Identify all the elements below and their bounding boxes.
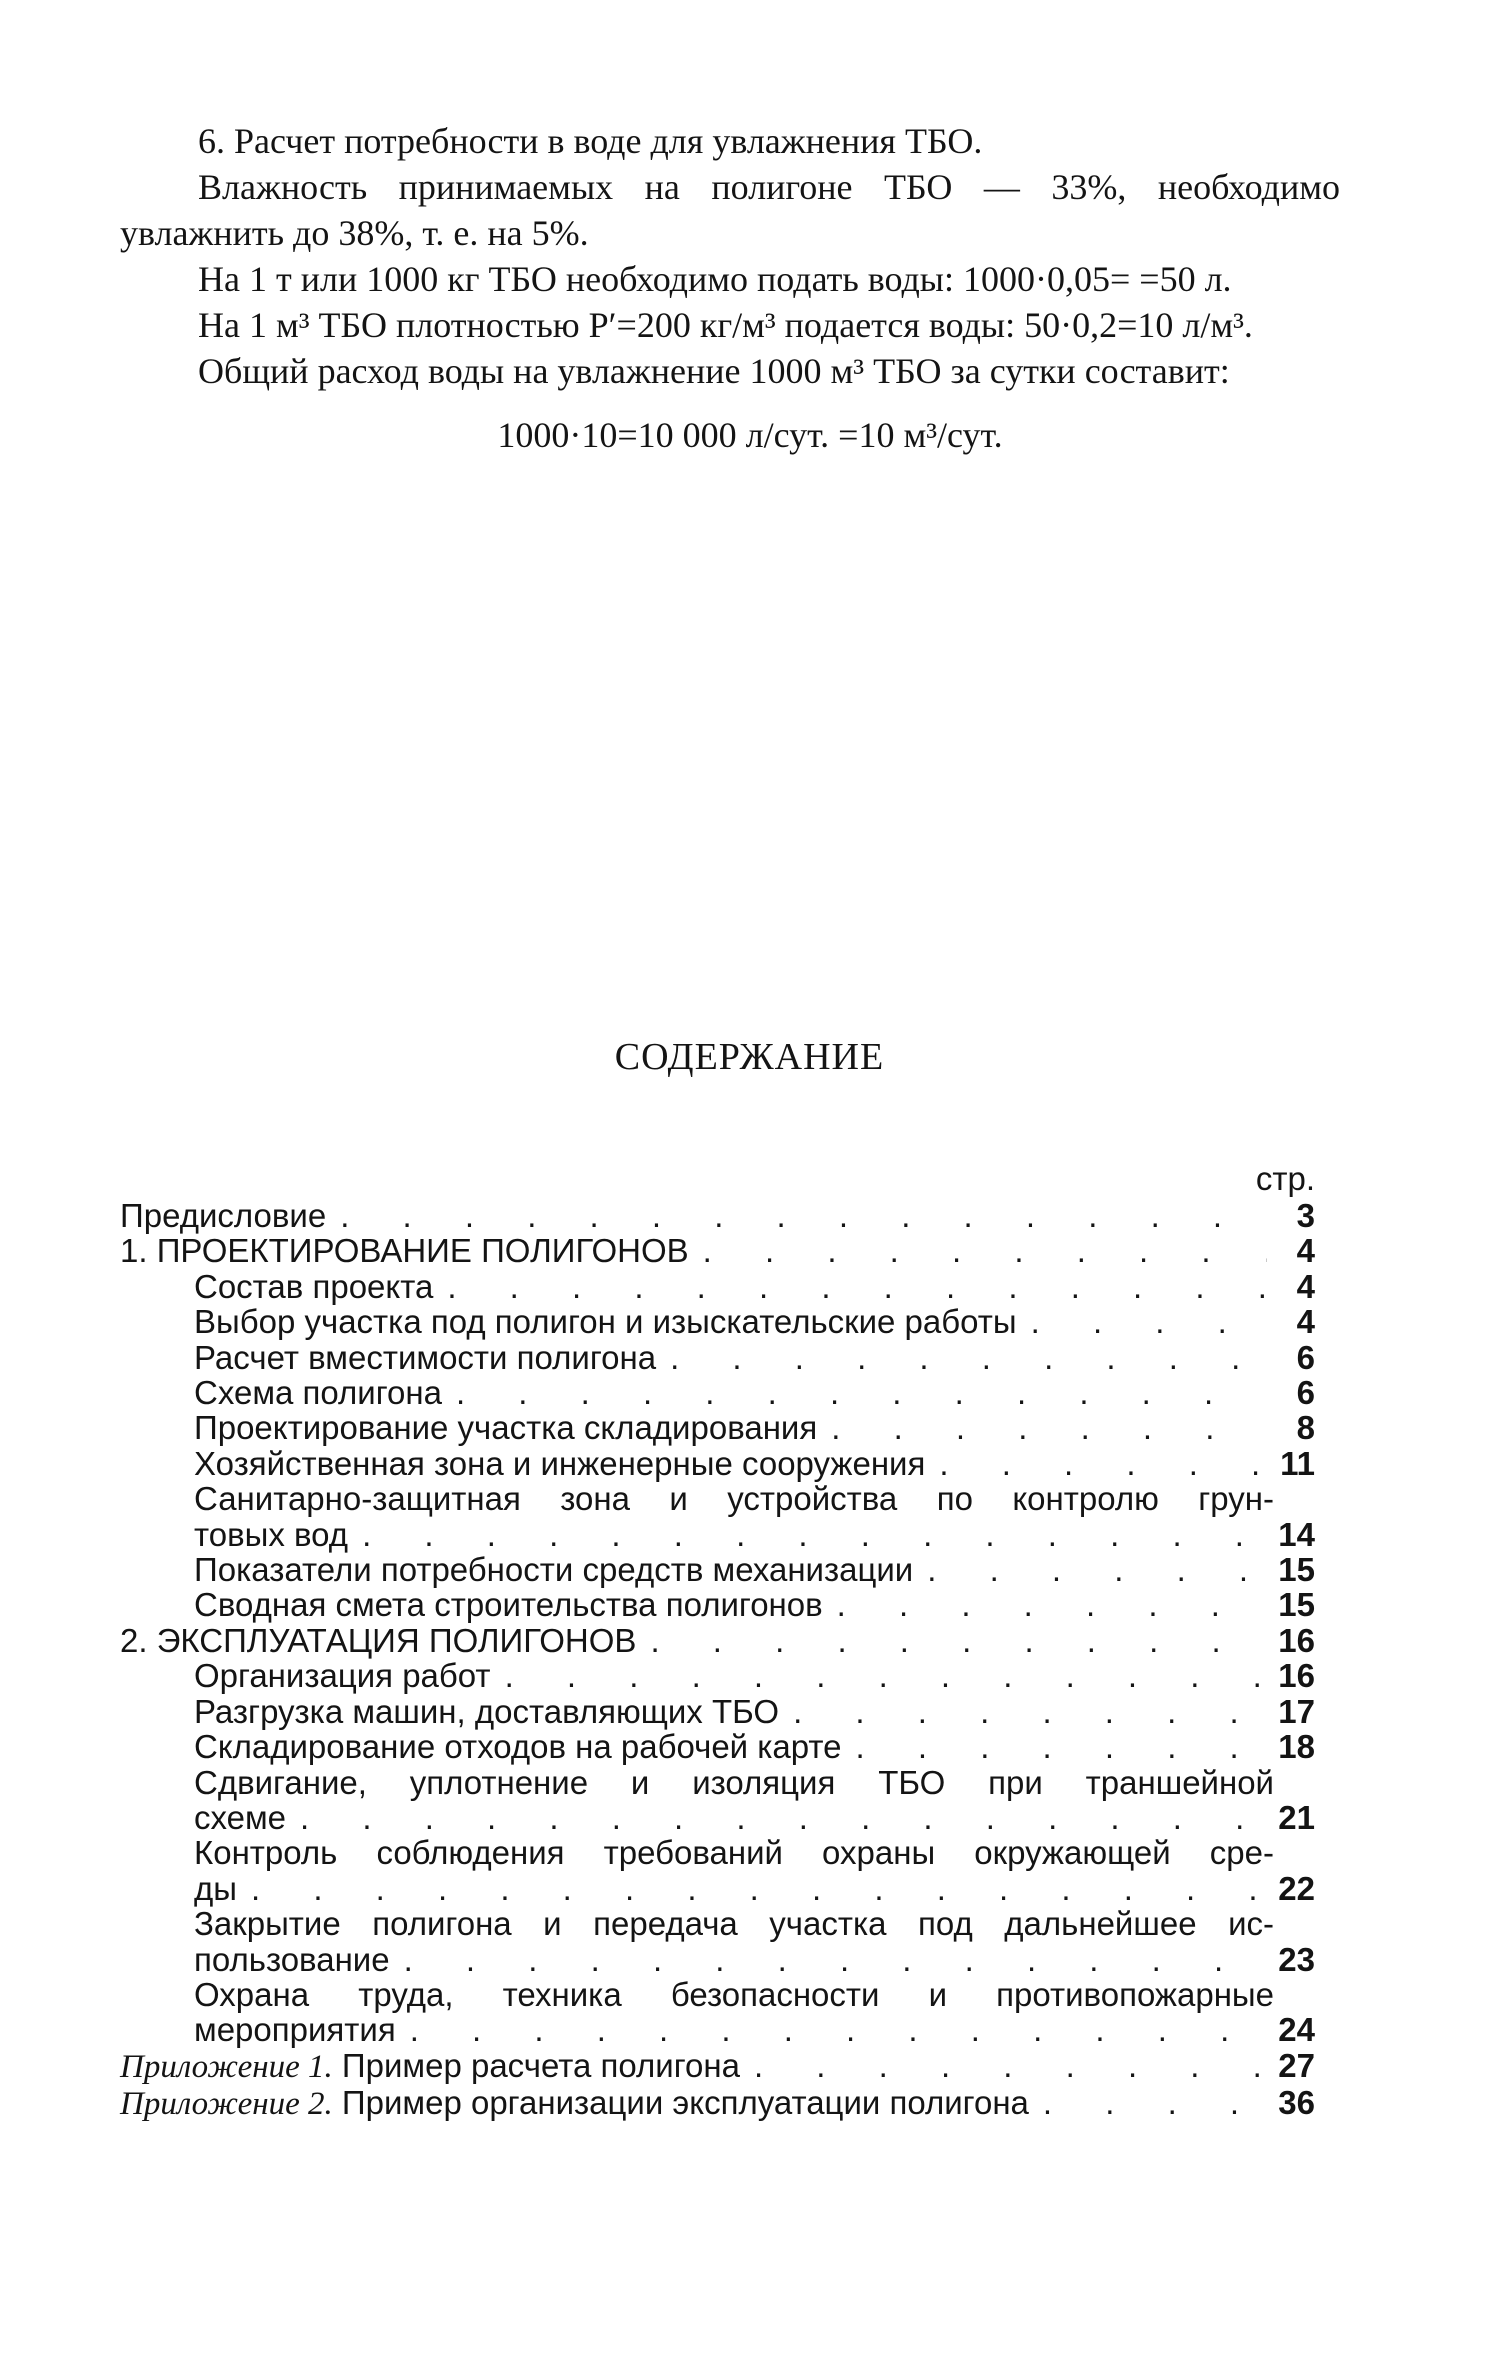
calculation-paragraph-total: Общий расход воды на увлажнение 1000 м³ ТБО за сутки составит: bbox=[198, 351, 1230, 391]
toc-entry[interactable] bbox=[120, 1304, 1315, 1339]
page-column-label: стр. bbox=[1255, 1160, 1315, 1197]
calculation-paragraph-per-cubic-meter: На 1 м³ ТБО плотностью P′=200 кг/м³ подается воды: 50·0,2=10 л/м³. bbox=[198, 305, 1253, 345]
toc-entry-page: 14 bbox=[1278, 1515, 1315, 1553]
toc-entry-multiline[interactable] bbox=[120, 1977, 1315, 2048]
toc-leader-dots bbox=[300, 1800, 1267, 1835]
toc-entry-text-line1: Закрытие полигона и передача участка под дальнейшее ис- bbox=[194, 1905, 1274, 1943]
toc-entry[interactable] bbox=[120, 1552, 1315, 1587]
toc-leader-dots bbox=[650, 1623, 1267, 1658]
toc-entry[interactable] bbox=[120, 1340, 1315, 1375]
toc-leader-dots bbox=[456, 1375, 1267, 1410]
toc-entry-text-line1: Охрана труда, техника безопасности и противопожарные bbox=[194, 1975, 1274, 2013]
toc-entry-text: Хозяйственная зона и инженерные сооружения bbox=[194, 1444, 926, 1482]
toc-leader-dots bbox=[362, 1517, 1267, 1552]
toc-entry-text: Схема полигона bbox=[194, 1374, 442, 1412]
calculation-formula: 1000·10=10 000 л/сут. =10 м³/сут. bbox=[497, 415, 1003, 455]
toc-entry-text-line2: схеме bbox=[194, 1798, 287, 1836]
toc-entry-page: 11 bbox=[1280, 1444, 1315, 1482]
toc-entry-page: 4 bbox=[1296, 1267, 1315, 1305]
calculation-heading: 6. Расчет потребности в воде для увлажнения ТБО. bbox=[198, 121, 983, 161]
toc-appendix-label: Приложение 2. bbox=[120, 2086, 333, 2123]
toc-entry-page: 18 bbox=[1278, 1728, 1315, 1766]
toc-entry-text: Проектирование участка складирования bbox=[194, 1409, 818, 1447]
toc-leader-dots bbox=[447, 1269, 1267, 1304]
toc-entry-text: Организация работ bbox=[194, 1657, 491, 1695]
toc-leader-dots bbox=[1043, 2085, 1267, 2120]
toc-entry-page: 17 bbox=[1278, 1692, 1315, 1730]
toc-entry-text-line2: ды bbox=[194, 1869, 237, 1907]
toc-entry-page: 16 bbox=[1278, 1621, 1315, 1659]
toc-entry-text-line1: Контроль соблюдения требований охраны окружающей сре- bbox=[194, 1834, 1274, 1872]
toc-entry-page: 3 bbox=[1296, 1197, 1315, 1234]
toc-entry-page: 6 bbox=[1296, 1338, 1315, 1376]
toc-entry-text-line2: мероприятия bbox=[194, 2011, 396, 2049]
toc-leader-dots bbox=[939, 1446, 1267, 1481]
toc-entry-text: Сводная смета строительства полигонов bbox=[194, 1586, 823, 1624]
toc-entry-text: 2. ЭКСПЛУАТАЦИЯ ПОЛИГОНОВ bbox=[120, 1621, 637, 1659]
toc-entry-text: Разгрузка машин, доставляющих ТБО bbox=[194, 1692, 780, 1730]
toc-entry-section-design[interactable] bbox=[120, 1233, 1315, 1268]
toc-entry-page: 24 bbox=[1278, 2011, 1315, 2049]
toc-entry-text: Показатели потребности средств механизации bbox=[194, 1551, 914, 1589]
toc-entry-page: 22 bbox=[1278, 1869, 1315, 1907]
toc-leader-dots bbox=[340, 1198, 1267, 1233]
toc-entry[interactable] bbox=[120, 1375, 1315, 1410]
toc-entry-text: Предисловие bbox=[120, 1197, 327, 1234]
toc-entry[interactable] bbox=[120, 1410, 1315, 1445]
toc-entry-text: Выбор участка под полигон и изыскательские работы bbox=[194, 1303, 1017, 1341]
toc-entry-text-line1: Сдвигание, уплотнение и изоляция ТБО при траншейной bbox=[194, 1763, 1274, 1801]
toc-entry-page: 27 bbox=[1278, 2046, 1315, 2084]
toc-entry-multiline[interactable] bbox=[120, 1765, 1315, 1836]
toc-entry-page: 36 bbox=[1278, 2084, 1315, 2122]
toc-entry-multiline[interactable] bbox=[120, 1481, 1315, 1552]
toc-leader-dots bbox=[856, 1729, 1267, 1764]
toc-entry-section-operation[interactable] bbox=[120, 1623, 1315, 1658]
toc-entry-text: Пример расчета полигона bbox=[341, 2046, 740, 2084]
toc-leader-dots bbox=[410, 2012, 1267, 2047]
calculation-paragraph-per-ton: На 1 т или 1000 кг ТБО необходимо подать воды: 1000·0,05= =50 л. bbox=[198, 259, 1232, 299]
toc-entry-text-line2: пользование bbox=[194, 1940, 390, 1978]
toc-entry[interactable] bbox=[120, 1446, 1315, 1481]
toc-entry-page: 4 bbox=[1296, 1232, 1315, 1270]
toc-leader-dots bbox=[831, 1410, 1267, 1445]
water-calculation-section bbox=[120, 118, 1340, 458]
toc-leader-dots bbox=[703, 1233, 1267, 1268]
toc-entry[interactable] bbox=[120, 1729, 1315, 1764]
toc-entry-page: 8 bbox=[1296, 1409, 1315, 1447]
toc-entry-text: 1. ПРОЕКТИРОВАНИЕ ПОЛИГОНОВ bbox=[120, 1232, 689, 1270]
toc-leader-dots bbox=[927, 1552, 1267, 1587]
toc-entry[interactable] bbox=[120, 1658, 1315, 1693]
toc-leader-dots bbox=[837, 1587, 1267, 1622]
toc-entry-text-line1: Санитарно-защитная зона и устройства по контролю грун- bbox=[194, 1480, 1274, 1518]
toc-entry-text: Состав проекта bbox=[194, 1267, 434, 1305]
toc-entry-multiline[interactable] bbox=[120, 1835, 1315, 1906]
toc-leader-dots bbox=[754, 2048, 1267, 2083]
toc-entry-page: 21 bbox=[1278, 1798, 1315, 1836]
toc-entry-text-line2: товых вод bbox=[194, 1515, 349, 1553]
toc-leader-dots bbox=[251, 1871, 1267, 1906]
toc-leader-dots bbox=[670, 1340, 1267, 1375]
toc-entry-page: 4 bbox=[1296, 1303, 1315, 1341]
toc-entry[interactable] bbox=[120, 1694, 1315, 1729]
toc-entry-page: 16 bbox=[1278, 1657, 1315, 1695]
toc-entry-page: 15 bbox=[1278, 1551, 1315, 1589]
toc-entry-text: Пример организации эксплуатации полигона bbox=[341, 2084, 1029, 2122]
toc-entry-page: 6 bbox=[1296, 1374, 1315, 1412]
toc-leader-dots bbox=[404, 1942, 1267, 1977]
toc-entry-multiline[interactable] bbox=[120, 1906, 1315, 1977]
toc-leader-dots bbox=[793, 1694, 1267, 1729]
contents-title: СОДЕРЖАНИЕ bbox=[614, 1036, 885, 1078]
toc-entry[interactable] bbox=[120, 1269, 1315, 1304]
toc-entry-appendix-1[interactable] bbox=[120, 2048, 1315, 2085]
toc-appendix-label: Приложение 1. bbox=[120, 2048, 333, 2085]
toc-entry-page: 15 bbox=[1278, 1586, 1315, 1624]
toc-leader-dots bbox=[505, 1658, 1267, 1693]
toc-entry-appendix-2[interactable] bbox=[120, 2085, 1315, 2122]
toc-entry-text: Расчет вместимости полигона bbox=[194, 1338, 657, 1376]
toc-entry-page: 23 bbox=[1278, 1940, 1315, 1978]
toc-entry-preface[interactable] bbox=[120, 1198, 1315, 1233]
toc-entry[interactable] bbox=[120, 1587, 1315, 1622]
toc-leader-dots bbox=[1031, 1304, 1267, 1339]
calculation-paragraph-humidity: Влажность принимаемых на полигоне ТБО — 33%, необходимо увлажнить до 38%, т. е. на 5%. bbox=[120, 167, 1340, 253]
table-of-contents bbox=[120, 1160, 1315, 2123]
toc-entry-text: Складирование отходов на рабочей карте bbox=[194, 1728, 842, 1766]
